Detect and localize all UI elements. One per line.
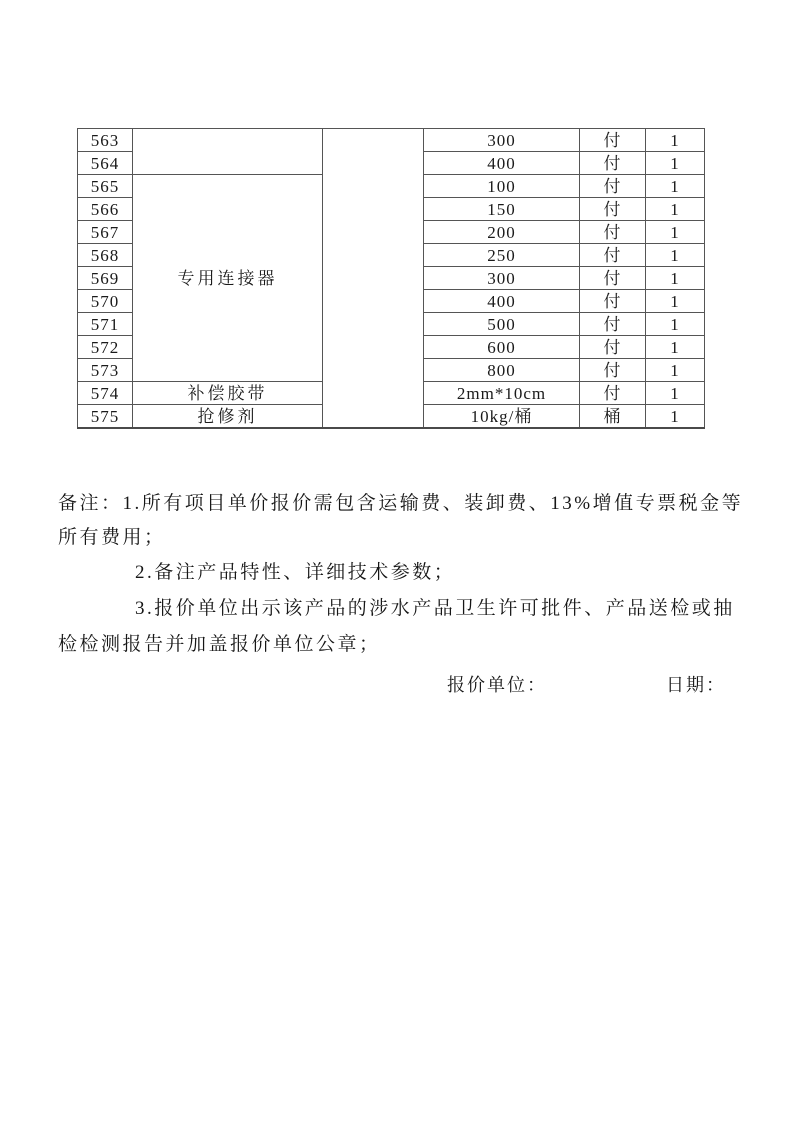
qty-cell: 1 xyxy=(646,267,705,290)
notes-line-2: 所有费用； xyxy=(58,527,166,548)
row-number-cell: 572 xyxy=(78,336,133,359)
unit-cell: 付 xyxy=(580,290,646,313)
qty-cell: 1 xyxy=(646,313,705,336)
unit-cell: 桶 xyxy=(580,405,646,429)
notes-line-5: 检检测报告并加盖报价单位公章； xyxy=(58,634,381,655)
value-cell: 400 xyxy=(424,290,580,313)
quote-unit-label: 报价单位： xyxy=(447,675,547,695)
table-row xyxy=(78,129,705,152)
row-number-cell: 570 xyxy=(78,290,133,313)
row-number-cell: 568 xyxy=(78,244,133,267)
spec-cell-blank xyxy=(323,129,424,429)
notes-line-1: 备注：1.所有项目单价报价需包含运输费、装卸费、13%增值专票税金等 xyxy=(58,493,744,514)
qty-cell: 1 xyxy=(646,221,705,244)
qty-cell: 1 xyxy=(646,175,705,198)
qty-cell: 1 xyxy=(646,290,705,313)
unit-cell: 付 xyxy=(580,129,646,152)
price-table xyxy=(77,128,705,429)
value-cell: 500 xyxy=(424,313,580,336)
item-name-cell-repair: 抢修剂 xyxy=(133,405,323,429)
unit-cell: 付 xyxy=(580,359,646,382)
qty-cell: 1 xyxy=(646,152,705,175)
qty-cell: 1 xyxy=(646,382,705,405)
unit-cell: 付 xyxy=(580,336,646,359)
value-cell: 400 xyxy=(424,152,580,175)
unit-cell: 付 xyxy=(580,175,646,198)
qty-cell: 1 xyxy=(646,359,705,382)
unit-cell: 付 xyxy=(580,198,646,221)
row-number-cell: 573 xyxy=(78,359,133,382)
unit-cell: 付 xyxy=(580,221,646,244)
value-cell: 800 xyxy=(424,359,580,382)
qty-cell: 1 xyxy=(646,336,705,359)
date-label: 日期： xyxy=(666,675,726,695)
unit-cell: 付 xyxy=(580,267,646,290)
item-name-cell-connector: 专用连接器 xyxy=(133,175,323,382)
item-name-cell-blank xyxy=(133,129,323,175)
row-number-cell: 565 xyxy=(78,175,133,198)
value-cell: 250 xyxy=(424,244,580,267)
value-cell: 10kg/桶 xyxy=(424,405,580,429)
qty-cell: 1 xyxy=(646,405,705,429)
row-number-cell: 569 xyxy=(78,267,133,290)
row-number-cell: 566 xyxy=(78,198,133,221)
value-cell: 200 xyxy=(424,221,580,244)
item-name-cell-tape: 补偿胶带 xyxy=(133,382,323,405)
row-number-cell: 563 xyxy=(78,129,133,152)
row-number-cell: 564 xyxy=(78,152,133,175)
row-number-cell: 575 xyxy=(78,405,133,429)
notes-line-4: 3.报价单位出示该产品的涉水产品卫生许可批件、产品送检或抽 xyxy=(135,598,735,619)
notes-line-3: 2.备注产品特性、详细技术参数； xyxy=(135,562,456,583)
qty-cell: 1 xyxy=(646,198,705,221)
value-cell: 2mm*10cm xyxy=(424,382,580,405)
value-cell: 300 xyxy=(424,267,580,290)
value-cell: 100 xyxy=(424,175,580,198)
unit-cell: 付 xyxy=(580,313,646,336)
row-number-cell: 571 xyxy=(78,313,133,336)
unit-cell: 付 xyxy=(580,152,646,175)
unit-cell: 付 xyxy=(580,382,646,405)
unit-cell: 付 xyxy=(580,244,646,267)
value-cell: 300 xyxy=(424,129,580,152)
value-cell: 600 xyxy=(424,336,580,359)
qty-cell: 1 xyxy=(646,129,705,152)
row-number-cell: 574 xyxy=(78,382,133,405)
qty-cell: 1 xyxy=(646,244,705,267)
value-cell: 150 xyxy=(424,198,580,221)
row-number-cell: 567 xyxy=(78,221,133,244)
